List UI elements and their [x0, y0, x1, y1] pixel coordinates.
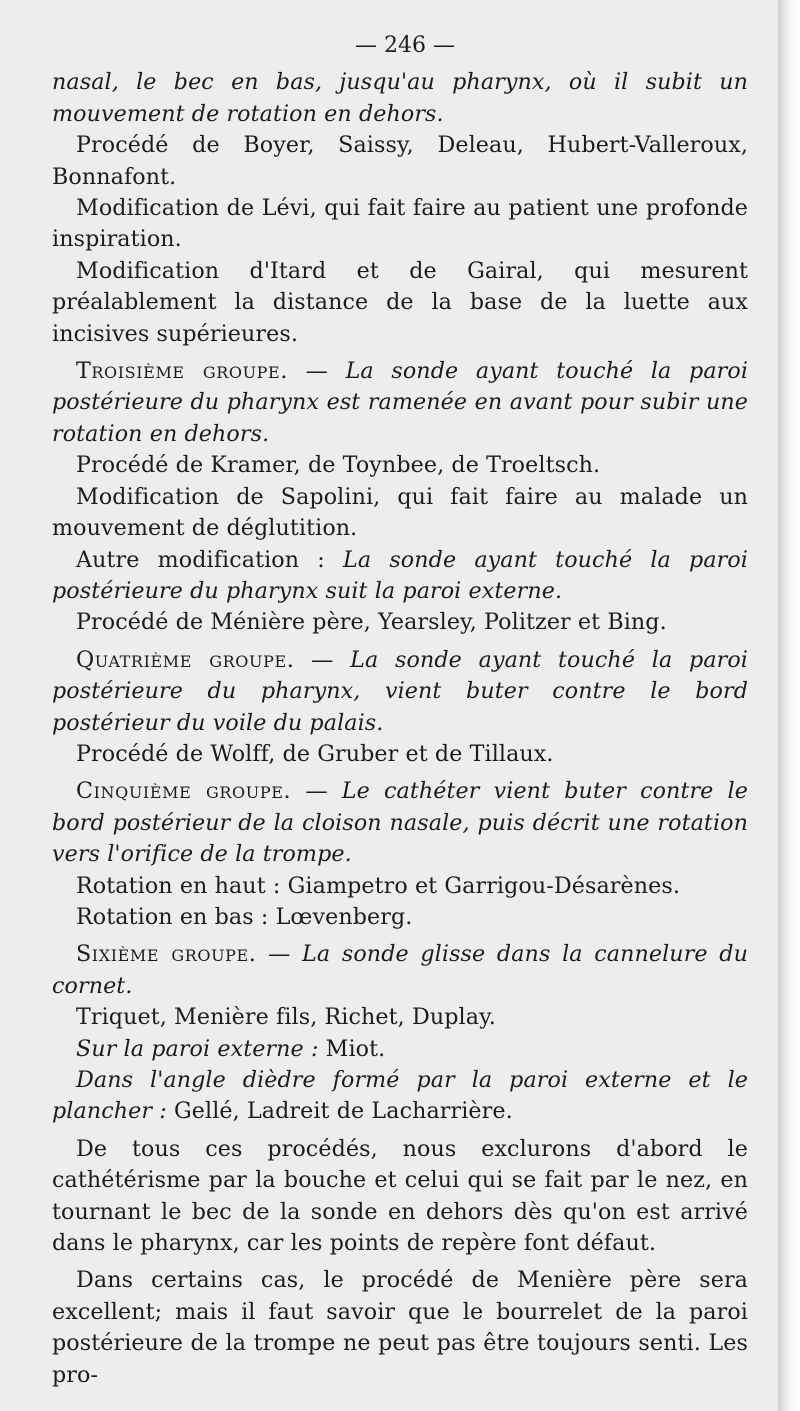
body-text: Modification de Lévi, qui fait faire au patient une profonde inspiration.: [52, 195, 748, 253]
italic-text: La sonde ayant touché la paroi postérieure du pharynx est ramenée en avant pour subir une rotation en dehors.: [52, 358, 749, 447]
paragraph: [52, 1065, 748, 1128]
italic-text: La sonde glisse dans la cannelure du cornet.: [52, 941, 748, 999]
paragraph: [52, 482, 748, 545]
paragraph: [52, 130, 748, 193]
paragraph: [52, 1034, 748, 1065]
italic-text: Sur la paroi externe :: [76, 1035, 319, 1062]
group-heading: Cinquième groupe.: [76, 778, 292, 805]
body-text: Modification d'Itard et de Gairal, qui mesurent préalablement la distance de la base de la luette aux incisives supérieures.: [52, 257, 748, 347]
body-text: Rotation en bas : Lœvenberg.: [76, 903, 413, 930]
page-edge-shadow: [778, 0, 800, 1411]
paragraph-continuation: [52, 67, 748, 130]
dash: —: [294, 646, 351, 673]
body-text: Procédé de Kramer, de Toynbee, de Troeltsch.: [76, 452, 601, 479]
body-text: Rotation en haut : Giampetro et Garrigou-Désarènes.: [76, 872, 680, 899]
group-paragraph-4: [52, 645, 748, 739]
italic-text: Dans l'angle dièdre formé par la paroi externe et le plancher :: [52, 1067, 748, 1125]
body-text: Gellé, Ladreit de Lacharrière.: [166, 1098, 513, 1125]
body-text: Autre modification :: [76, 546, 344, 573]
italic-text: nasal, le bec en bas, jusqu'au pharynx, où il subit un mouvement de rotation en dehors.: [52, 69, 748, 127]
dash: —: [287, 358, 346, 385]
paragraph: [52, 193, 748, 256]
body-text: Dans certains cas, le procédé de Menière père sera excellent; mais il faut savoir que le bourrelet de la paroi postérieure de la trompe ne peut pas être toujours senti. Les pro-: [52, 1267, 748, 1388]
paragraph: [52, 1134, 748, 1260]
page-number: — 246 —: [355, 33, 455, 58]
group-heading: Quatrième groupe.: [76, 646, 295, 673]
body-text: Triquet, Menière fils, Richet, Duplay.: [76, 1004, 496, 1031]
body-text: De tous ces procédés, nous exclurons d'abord le cathétérisme par la bouche et celui qui se fait par le nez, en tournant le bec de la sonde en dehors dès qu'on est arrivé dans le pharynx, car les points de repère font défaut.: [52, 1135, 748, 1257]
paragraph: [52, 902, 748, 933]
italic-text: La sonde ayant touché la paroi postérieure du pharynx suit la paroi externe.: [52, 546, 749, 604]
body-text: Miot.: [318, 1035, 386, 1062]
body-text: Procédé de Ménière père, Yearsley, Politzer et Bing.: [76, 609, 667, 636]
paragraph: [52, 1002, 748, 1033]
group-paragraph-6: [52, 939, 748, 1002]
italic-text: Le cathéter vient buter contre le bord postérieur de la cloison nasale, puis décrit une rotation vers l'orifice de la trompe.: [52, 778, 748, 868]
body-text: Procédé de Boyer, Saissy, Deleau, Hubert-Valleroux, Bonnafont.: [52, 132, 748, 190]
body-text: Procédé de Wolff, de Gruber et de Tillaux.: [76, 740, 554, 767]
body-text: Modification de Sapolini, qui fait faire au malade un mouvement de déglutition.: [52, 483, 748, 542]
paragraph: [52, 871, 748, 902]
paragraph: [52, 545, 748, 608]
group-paragraph-5: [52, 776, 748, 870]
group-heading: Sixième groupe.: [76, 941, 257, 968]
paragraph: [52, 739, 748, 770]
paragraph: [52, 607, 748, 638]
dash: —: [291, 778, 342, 805]
group-heading: Troisième groupe.: [76, 358, 288, 385]
paragraph: [52, 450, 748, 481]
paragraph: [52, 256, 748, 350]
paragraph-last: [52, 1265, 748, 1391]
dash: —: [256, 941, 303, 968]
group-paragraph-3: [52, 356, 748, 450]
italic-text: La sonde ayant touché la paroi postérieure du pharynx, vient buter contre le bord postérieur du voile du palais.: [52, 646, 749, 736]
